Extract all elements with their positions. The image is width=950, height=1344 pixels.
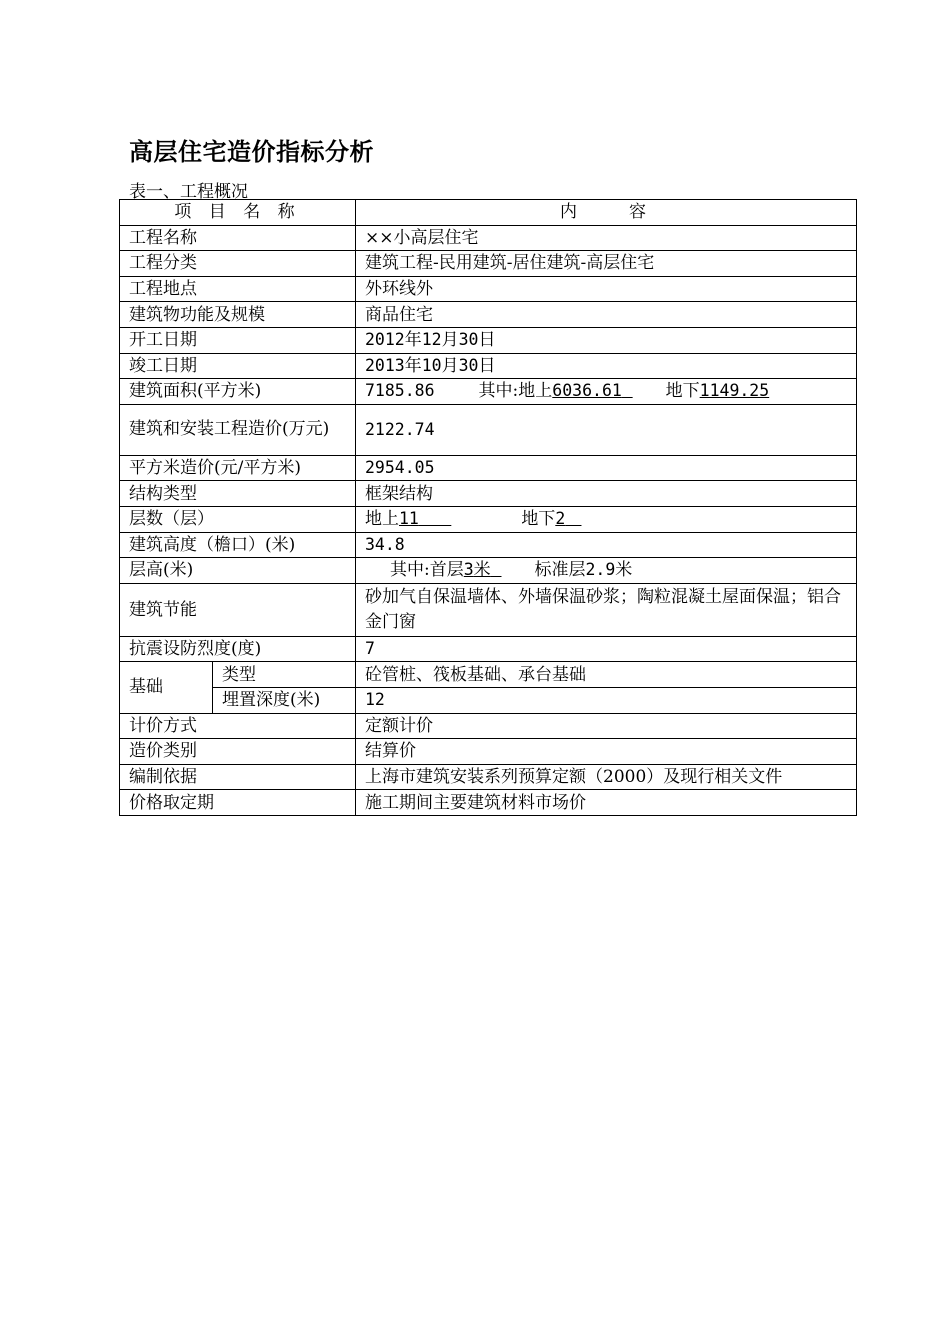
table-caption: 表一、工程概况: [129, 182, 248, 202]
floors-above-label: 地上: [365, 509, 399, 530]
row-label: 竣工日期: [120, 353, 356, 379]
standard-floor-height: 2.9: [585, 560, 616, 580]
row-value: [356, 636, 857, 662]
row-label: 建筑面积(平方米): [120, 379, 356, 405]
unit-cost-value: 2954.05: [365, 458, 435, 478]
first-floor-label: 其中:首层: [390, 560, 464, 581]
month-unit: 月: [441, 330, 459, 351]
foundation-depth-label: 埋置深度(米): [213, 687, 356, 713]
row-label: 编制依据: [120, 764, 356, 790]
above-area: 6036.61: [552, 381, 622, 401]
standard-floor-unit: 米: [615, 560, 633, 581]
construction-cost-value: 2122.74: [365, 419, 435, 439]
table-row: [120, 251, 857, 277]
height-value: 34.8: [365, 534, 405, 554]
end-day: 30: [458, 355, 479, 375]
row-value: 定额计价: [356, 713, 857, 739]
row-value: 框架结构: [356, 481, 857, 507]
table-row: [120, 532, 857, 558]
row-value: 商品住宅: [356, 302, 857, 328]
table-row: [120, 327, 857, 353]
table-row: [120, 506, 857, 532]
row-value: [356, 353, 857, 379]
standard-floor-label: 标准层: [534, 560, 586, 581]
row-value: [356, 532, 857, 558]
table-row: [120, 662, 857, 688]
table-row: [120, 636, 857, 662]
table-row: [120, 302, 857, 328]
row-value: 上海市建筑安装系列预算定额（2000）及现行相关文件: [356, 764, 857, 790]
table-row: [120, 790, 857, 816]
row-label: 工程名称: [120, 225, 356, 251]
total-area: 7185.86: [365, 381, 435, 401]
year-unit: 年: [404, 355, 422, 376]
header-item: 项 目 名 称: [120, 200, 356, 226]
row-label: 建筑高度（檐口）(米): [120, 532, 356, 558]
first-floor-unit: 米: [473, 560, 491, 581]
table-row: [120, 739, 857, 765]
floors-below-label: 地下: [521, 509, 556, 530]
table-row: [120, 713, 857, 739]
start-day: 30: [458, 330, 479, 350]
table-row: [120, 276, 857, 302]
year-unit: 年: [404, 330, 422, 351]
row-label: 平方米造价(元/平方米): [120, 455, 356, 481]
foundation-type-value: 砼管桩、筏板基础、承台基础: [356, 662, 857, 688]
foundation-depth-value: 12: [365, 690, 385, 710]
start-month: 12: [421, 330, 442, 350]
end-month: 10: [421, 355, 442, 375]
day-unit: 日: [478, 355, 496, 376]
row-label: 结构类型: [120, 481, 356, 507]
row-value: [356, 558, 857, 584]
row-value: [356, 455, 857, 481]
row-label: 造价类别: [120, 739, 356, 765]
table-row: [120, 764, 857, 790]
row-value: 建筑工程-民用建筑-居住建筑-高层住宅: [356, 251, 857, 277]
start-year: 2012: [365, 330, 405, 350]
first-floor-height: 3: [463, 560, 474, 580]
row-value: [356, 379, 857, 405]
floors-above: 11: [399, 509, 419, 529]
row-label: 计价方式: [120, 713, 356, 739]
header-content: 内 容: [356, 200, 857, 226]
table-header-row: [120, 200, 857, 226]
row-label: 建筑物功能及规模: [120, 302, 356, 328]
row-label: 价格取定期: [120, 790, 356, 816]
table-row: [120, 404, 857, 455]
row-value: 外环线外: [356, 276, 857, 302]
table-row: [120, 353, 857, 379]
row-label: 开工日期: [120, 327, 356, 353]
page-title: 高层住宅造价指标分析: [129, 138, 374, 166]
table-row: [120, 558, 857, 584]
project-overview-table: [119, 199, 857, 816]
month-unit: 月: [441, 355, 459, 376]
above-area-label: 其中:地上: [478, 381, 553, 402]
row-label: 建筑和安装工程造价(万元): [120, 404, 356, 455]
row-value: 施工期间主要建筑材料市场价: [356, 790, 857, 816]
foundation-type-label: 类型: [213, 662, 356, 688]
row-value: [356, 404, 857, 455]
row-label: 抗震设防烈度(度): [120, 636, 356, 662]
row-value: [356, 687, 857, 713]
row-label: 工程地点: [120, 276, 356, 302]
row-value: [356, 327, 857, 353]
foundation-label: 基础: [120, 662, 213, 713]
day-unit: 日: [478, 330, 496, 351]
row-label: 层数（层）: [120, 506, 356, 532]
table-row: [120, 225, 857, 251]
row-value: 结算价: [356, 739, 857, 765]
table-row: [120, 481, 857, 507]
row-value: ××小高层住宅: [356, 225, 857, 251]
table-row: [120, 583, 857, 636]
row-value: [356, 506, 857, 532]
below-area: 1149.25: [699, 381, 770, 401]
below-area-label: 地下: [665, 381, 700, 402]
table-row: [120, 455, 857, 481]
seismic-value: 7: [365, 639, 375, 659]
table-row: [120, 379, 857, 405]
row-label: 工程分类: [120, 251, 356, 277]
end-year: 2013: [365, 355, 405, 375]
row-label: 层高(米): [120, 558, 356, 584]
table-row: [120, 687, 857, 713]
row-label: 建筑节能: [120, 583, 356, 636]
floors-below: 2: [555, 509, 566, 529]
row-value: 砂加气自保温墙体、外墙保温砂浆；陶粒混凝土屋面保温；铝合金门窗: [356, 583, 857, 636]
